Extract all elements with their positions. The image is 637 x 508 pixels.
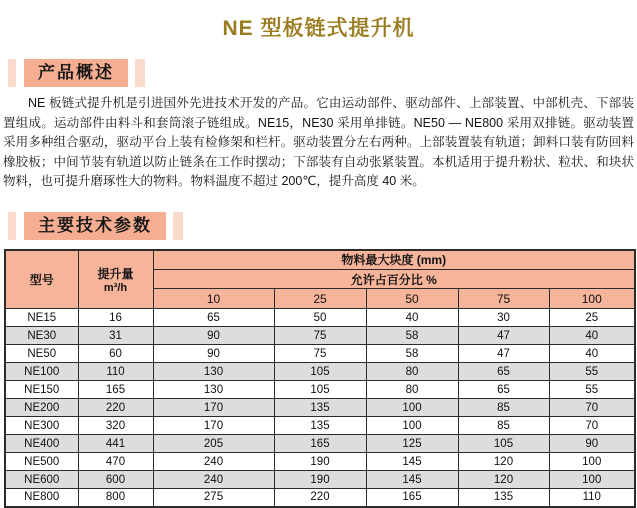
value-cell: 125	[366, 435, 458, 453]
value-cell: 105	[458, 435, 549, 453]
capacity-cell: 31	[78, 327, 153, 345]
model-cell: NE15	[5, 309, 78, 327]
size-header-10: 10	[153, 289, 274, 309]
table-header-row-1	[5, 250, 635, 270]
value-cell: 105	[274, 381, 366, 399]
value-cell: 100	[549, 453, 635, 471]
model-cell: NE800	[5, 489, 78, 507]
capacity-cell: 16	[78, 309, 153, 327]
table-row	[5, 363, 635, 381]
value-cell: 85	[458, 399, 549, 417]
value-cell: 85	[458, 417, 549, 435]
value-cell: 50	[274, 309, 366, 327]
value-cell: 65	[458, 363, 549, 381]
table-row	[5, 381, 635, 399]
capacity-cell: 220	[78, 399, 153, 417]
value-cell: 55	[549, 363, 635, 381]
table-row	[5, 471, 635, 489]
model-cell: NE500	[5, 453, 78, 471]
value-cell: 170	[153, 399, 274, 417]
value-cell: 165	[274, 435, 366, 453]
value-cell: 205	[153, 435, 274, 453]
value-cell: 130	[153, 381, 274, 399]
heading-accent-bar-left	[8, 212, 16, 240]
capacity-cell: 470	[78, 453, 153, 471]
max-size-header: 物料最大块度 (mm)	[153, 250, 635, 270]
params-heading-label: 主要技术参数	[24, 212, 166, 240]
heading-accent-bar-right	[135, 59, 145, 87]
value-cell: 90	[153, 327, 274, 345]
value-cell: 90	[549, 435, 635, 453]
value-cell: 110	[549, 489, 635, 507]
table-row	[5, 435, 635, 453]
value-cell: 58	[366, 345, 458, 363]
value-cell: 80	[366, 363, 458, 381]
capacity-cell: 800	[78, 489, 153, 507]
capacity-header-unit: m³/h	[103, 281, 128, 294]
table-row	[5, 399, 635, 417]
value-cell: 220	[274, 489, 366, 507]
value-cell: 30	[458, 309, 549, 327]
model-cell: NE600	[5, 471, 78, 489]
capacity-cell: 320	[78, 417, 153, 435]
overview-section-heading	[8, 59, 637, 87]
value-cell: 75	[274, 327, 366, 345]
value-cell: 40	[549, 327, 635, 345]
value-cell: 275	[153, 489, 274, 507]
capacity-cell: 600	[78, 471, 153, 489]
heading-accent-bar-right	[173, 212, 183, 240]
percent-header: 允许占百分比 %	[153, 270, 635, 289]
value-cell: 240	[153, 453, 274, 471]
capacity-header-title: 提升量	[97, 266, 134, 281]
size-header-100: 100	[549, 289, 635, 309]
page-title: NE 型板链式提升机	[222, 17, 415, 40]
value-cell: 120	[458, 453, 549, 471]
value-cell: 65	[458, 381, 549, 399]
value-cell: 165	[366, 489, 458, 507]
value-cell: 70	[549, 417, 635, 435]
table-row	[5, 453, 635, 471]
value-cell: 240	[153, 471, 274, 489]
value-cell: 190	[274, 453, 366, 471]
overview-paragraph: NE 板链式提升机是引进国外先进技术开发的产品。它由运动部件、驱动部件、上部装置、中部机壳、下部装置组成。运动部件由料斗和套筒滚子链组成。NE15，NE30 采用单排链。NE50 — NE800 采用双排链。驱动装置采用多种组合驱动，驱动平台上装有检修架和栏杆。驱动装置分左右两种。上部装置装有轨道；卸料口装有防回料橡胶板；中间节装有轨道以防止链条在工作时摆动；下部装有自动张紧装置。本机适用于提升粉状、粒状、和块状物料，也可提升磨琢性大的物料。物料温度不超过 200℃，提升高度 40 米。	[3, 96, 634, 188]
value-cell: 65	[153, 309, 274, 327]
value-cell: 105	[274, 363, 366, 381]
overview-heading-label: 产品概述	[24, 59, 128, 87]
table-row	[5, 417, 635, 435]
table-row	[5, 489, 635, 507]
model-cell: NE400	[5, 435, 78, 453]
model-column-header: 型号	[5, 250, 78, 309]
size-header-75: 75	[458, 289, 549, 309]
value-cell: 145	[366, 471, 458, 489]
size-header-25: 25	[274, 289, 366, 309]
value-cell: 58	[366, 327, 458, 345]
table-row	[5, 309, 635, 327]
capacity-cell: 165	[78, 381, 153, 399]
value-cell: 80	[366, 381, 458, 399]
value-cell: 47	[458, 327, 549, 345]
value-cell: 120	[458, 471, 549, 489]
model-cell: NE200	[5, 399, 78, 417]
value-cell: 47	[458, 345, 549, 363]
value-cell: 135	[458, 489, 549, 507]
value-cell: 70	[549, 399, 635, 417]
value-cell: 100	[549, 471, 635, 489]
table-row	[5, 345, 635, 363]
capacity-cell: 60	[78, 345, 153, 363]
value-cell: 75	[274, 345, 366, 363]
model-cell: NE100	[5, 363, 78, 381]
value-cell: 25	[549, 309, 635, 327]
capacity-cell: 110	[78, 363, 153, 381]
value-cell: 145	[366, 453, 458, 471]
value-cell: 90	[153, 345, 274, 363]
model-cell: NE300	[5, 417, 78, 435]
value-cell: 100	[366, 417, 458, 435]
value-cell: 40	[549, 345, 635, 363]
model-cell: NE30	[5, 327, 78, 345]
params-section-heading	[8, 212, 637, 240]
value-cell: 190	[274, 471, 366, 489]
heading-accent-bar-left	[8, 59, 16, 87]
model-cell: NE50	[5, 345, 78, 363]
value-cell: 135	[274, 417, 366, 435]
value-cell: 100	[366, 399, 458, 417]
value-cell: 130	[153, 363, 274, 381]
value-cell: 40	[366, 309, 458, 327]
value-cell: 170	[153, 417, 274, 435]
value-cell: 55	[549, 381, 635, 399]
size-header-50: 50	[366, 289, 458, 309]
table-row	[5, 327, 635, 345]
value-cell: 135	[274, 399, 366, 417]
model-cell: NE150	[5, 381, 78, 399]
capacity-cell: 441	[78, 435, 153, 453]
tech-params-table	[4, 249, 636, 508]
capacity-column-header	[78, 250, 153, 309]
